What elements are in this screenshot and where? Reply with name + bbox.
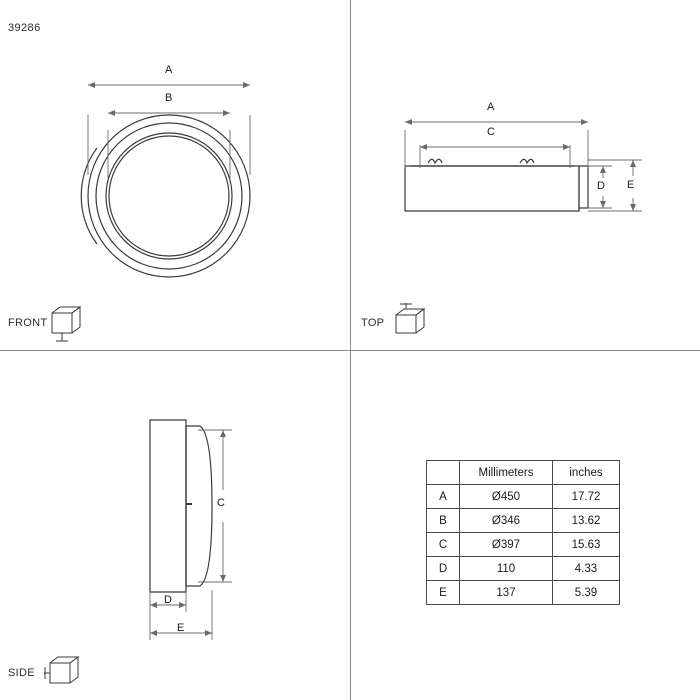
front-view-label: FRONT — [8, 317, 48, 329]
side-dim-e-label: E — [177, 622, 185, 634]
row-inches: 17.72 — [553, 485, 620, 509]
table-row — [427, 533, 620, 557]
row-inches: 13.62 — [553, 509, 620, 533]
top-orientation-cube-icon — [392, 303, 428, 343]
front-view-panel — [0, 0, 350, 350]
row-key: D — [427, 557, 460, 581]
side-view-label: SIDE — [8, 667, 35, 679]
row-mm: Ø346 — [460, 509, 553, 533]
front-mid-circle — [96, 123, 242, 269]
table-header-row — [427, 461, 620, 485]
side-front-cap — [186, 426, 212, 586]
header-key — [427, 461, 460, 485]
row-key: A — [427, 485, 460, 509]
top-view-drawing — [350, 0, 700, 350]
header-millimeters: Millimeters — [460, 461, 553, 485]
side-dim-c-label: C — [217, 497, 225, 509]
top-dim-e-label: E — [627, 179, 635, 191]
front-dim-a-label: A — [165, 64, 173, 76]
top-body-outline — [405, 166, 579, 211]
top-step-right — [579, 166, 588, 208]
side-dim-d-label: D — [164, 594, 172, 606]
top-view-panel — [350, 0, 700, 350]
spec-table-panel — [350, 350, 700, 700]
top-dim-c-label: C — [487, 126, 495, 138]
front-view-drawing — [0, 0, 350, 350]
table-row — [427, 581, 620, 605]
row-key: E — [427, 581, 460, 605]
row-inches: 15.63 — [553, 533, 620, 557]
side-orientation-cube-icon — [44, 653, 80, 693]
specification-table — [426, 460, 620, 605]
front-orientation-cube-icon — [48, 303, 84, 343]
row-mm: Ø450 — [460, 485, 553, 509]
table-row — [427, 509, 620, 533]
row-mm: 137 — [460, 581, 553, 605]
front-dim-b-label: B — [165, 92, 173, 104]
table-row — [427, 485, 620, 509]
row-mm: 110 — [460, 557, 553, 581]
top-mount-detail-left — [428, 159, 442, 163]
front-left-profile-arc — [81, 148, 97, 244]
front-outer-circle — [88, 115, 250, 277]
top-view-label: TOP — [361, 317, 385, 329]
part-number: 39286 — [8, 22, 41, 34]
top-dim-d-label: D — [597, 180, 605, 192]
table-row — [427, 557, 620, 581]
side-view-panel — [0, 350, 350, 700]
side-view-drawing — [0, 350, 350, 700]
row-key: C — [427, 533, 460, 557]
row-mm: Ø397 — [460, 533, 553, 557]
row-inches: 4.33 — [553, 557, 620, 581]
front-inner-circle — [106, 133, 232, 259]
row-key: B — [427, 509, 460, 533]
dimension-c-side — [198, 430, 232, 582]
dimension-b-front — [108, 110, 230, 180]
dimension-a-top — [405, 119, 588, 168]
top-mount-detail-right — [520, 159, 534, 163]
row-inches: 5.39 — [553, 581, 620, 605]
side-body-outline — [150, 420, 186, 592]
header-inches: inches — [553, 461, 620, 485]
front-lens-circle — [109, 136, 229, 256]
top-dim-a-label: A — [487, 101, 495, 113]
dimension-c-top — [420, 144, 570, 168]
